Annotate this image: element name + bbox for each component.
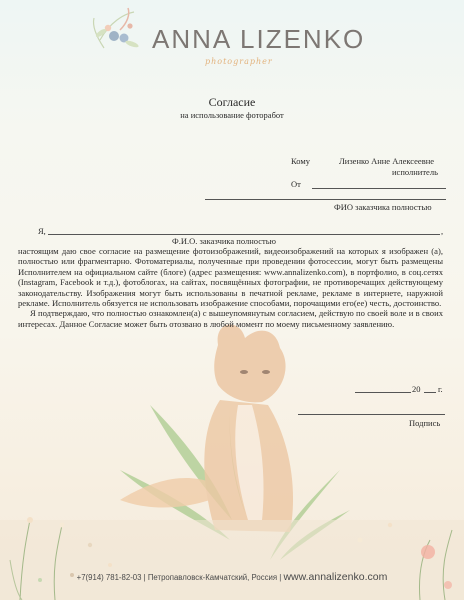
from-line[interactable] xyxy=(312,188,446,189)
date-line[interactable] xyxy=(355,392,411,393)
consent-paragraph-1: настоящим даю свое согласие на размещение фотоизображений, видеоизображений на которых я изображен (а), полностью или фрагментарно. Фотоматериалы, полученные при проведении фотосессии, могут быть размещены Исполнителем на официальном сайте (блоге) (адрес размещения: www.annalizenko.com), в портфолио, в соц.сетях (Instagram, Facebook и т.д.), фотоблогах, на сайтах, посвящённых фотографии, не противоречащих действующему законодательству. Изображения могут быть использованы в печатной рекламе, рекламе в интернете, наружной рекламе. Исполнитель обязуется не использовать изображение способами, порочащими его(ее) честь, достоинство. xyxy=(18,246,443,309)
fio-line-comma: , xyxy=(441,226,444,236)
logo-subtitle: photographer xyxy=(205,57,273,66)
signature-label: Подпись xyxy=(409,418,441,428)
customer-caption: ФИО заказчика полностью xyxy=(334,202,432,212)
to-label: Кому xyxy=(291,156,310,166)
footer-website-link[interactable]: www.annalizenko.com xyxy=(283,571,388,583)
from-label: От xyxy=(291,179,301,189)
document-subtitle: на использование фоторабот xyxy=(180,110,284,120)
consent-body xyxy=(18,246,443,329)
document-title: Согласие xyxy=(208,95,256,109)
logo-name: ANNA LIZENKO xyxy=(152,24,366,54)
floral-logo-icon xyxy=(93,8,139,49)
year-suffix: г. xyxy=(438,384,443,394)
signature-line[interactable] xyxy=(298,414,445,415)
wildflowers-illustration xyxy=(0,517,464,600)
fio-line[interactable] xyxy=(48,234,440,235)
consent-paragraph-2: Я подтверждаю, что полностью ознакомлен(а) с вышеупомянутым согласием, действую по своей воле и в своих интересах. Данное Согласие может быть отозвано в любой момент по моему письменному заявлению. xyxy=(18,308,443,329)
footer-contacts xyxy=(0,571,464,583)
year-prefix: 20 xyxy=(412,384,421,394)
recipient-role: исполнитель xyxy=(392,167,438,177)
year-line[interactable] xyxy=(424,392,436,393)
ya-label: Я, xyxy=(38,226,46,236)
fox-illustration xyxy=(120,324,293,532)
footer-contact-info: +7(914) 781-82-03 | Петропавловск-Камчатский, Россия | xyxy=(76,573,284,582)
customer-name-line[interactable] xyxy=(205,199,446,200)
fio-caption: Ф.И.О. заказчика полностью xyxy=(172,236,276,246)
recipient-name: Лизенко Анне Алексеевне xyxy=(339,156,435,166)
